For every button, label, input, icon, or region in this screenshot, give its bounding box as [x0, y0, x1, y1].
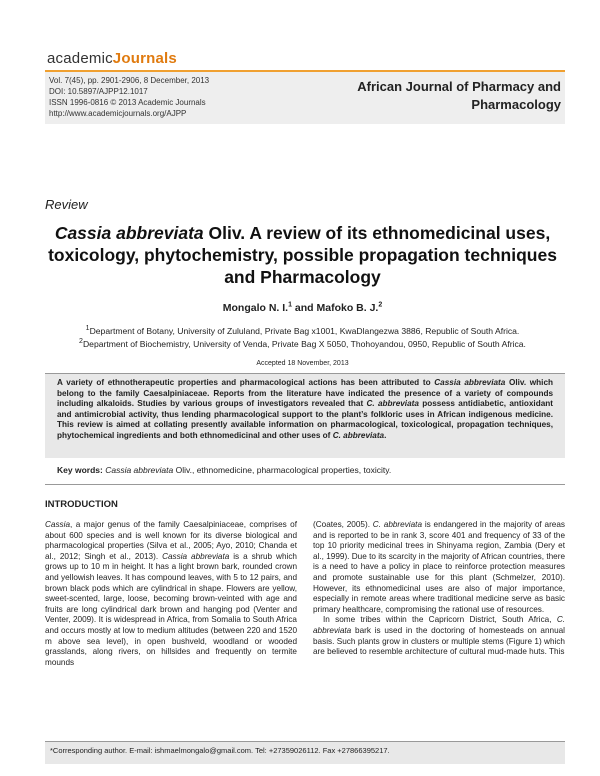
body-column-right: [313, 520, 565, 658]
journal-header: [45, 70, 565, 124]
paragraph: (Coates, 2005). C. abbreviata is endangered in the majority of areas and is reported to be in rank 3, score 401 and frequency of 33 of the top 10 priority medicinal trees in Shinyama region, Zambia (Dery et al., 1999). Due to its scarcity in the majority of African countries, there is a need to have a policy in place to reinforce protection measures and promote sustainable use for this plant (Schmelzer, 2010). However, its ethnomedicinal uses are also of major importance, especially in remote areas where traditional medicine serve as basic primary healthcare, compromising the rational use of resources.: [313, 520, 565, 614]
author-1: Mongalo N. I.: [222, 302, 289, 314]
affiliation-1: $^1$Department of Botany, University of Zululand, Private Bag x1001, KwaDlangezwa 3886, Republic of South Africa.: [85, 325, 520, 336]
doi: DOI: 10.5897/AJPP12.1017: [49, 87, 148, 96]
article-type: Review: [45, 197, 88, 212]
corresponding-author-note: *Corresponding author. E-mail: ishmaelmongalo@gmail.com. Tel: +27359026112. Fax +27866395217.: [50, 746, 390, 755]
paragraph: In some tribes within the Capricorn District, South Africa, C. abbreviata bark is used in the doctoring of homesteads on annual basis. Such plants grow in clusters or multiple stems (Figure 1) which are believed to resemble architecture of cultural mud-made huts. This: [313, 615, 565, 657]
journal-title: African Journal of Pharmacy and Pharmacology: [357, 79, 561, 112]
footnote-box: [45, 741, 565, 764]
keywords: Key words: Cassia abbreviata Oliv., ethnomedicine, pharmacological properties, toxicity.: [57, 465, 392, 475]
authors: Mongalo N. I.$^1$ and Mafoko B. J.$^2$: [222, 301, 383, 314]
affiliation-2: $^2$Department of Biochemistry, University of Venda, Private Bag X 5050, Thohoyandou, 0950, Republic of South Africa.: [79, 338, 526, 349]
body-column-left: [45, 520, 297, 668]
abstract-box: [45, 373, 565, 458]
publisher-logo: academicJournals: [47, 50, 177, 67]
section-divider: [45, 484, 565, 485]
article-title: Cassia abbreviata Oliv. A review of its ethnomedicinal uses, toxicology, phytochemistry, possible propagation techniques and Pharmacology: [48, 223, 557, 287]
volume-info: Vol. 7(45), pp. 2901-2906, 8 December, 2013: [49, 76, 210, 85]
journal-url[interactable]: http://www.academicjournals.org/AJPP: [49, 109, 187, 118]
section-heading-introduction: INTRODUCTION: [45, 499, 118, 510]
author-2: Mafoko B. J.: [316, 302, 379, 314]
abstract-text: A variety of ethnotherapeutic properties and pharmacological actions has been attributed to Cassia abbreviata Oliv. which belong to the family Caesalpiniaceae. Reports from the literature have indicated the presence of a variety of compounds including alkaloids. Studies by various groups of investigators revealed that C. abbreviata possess antidiabetic, antioxidant and antimicrobial activity, thus lending pharmacological support to the plant’s folkloric uses in African indigenous medicine. This review is aimed at collating presently available information on pharmacological, toxicological, propagation techniques, phytochemical ingredients and both ethnomedicinal and other uses of C. abbreviata.: [57, 378, 553, 440]
issue-metadata: [49, 75, 209, 119]
accepted-date: Accepted 18 November, 2013: [256, 360, 349, 367]
issn: ISSN 1996-0816 © 2013 Academic Journals: [49, 98, 206, 107]
paragraph: Cassia, a major genus of the family Caesalpiniaceae, comprises of about 600 species and is well known for its diverse biological and pharmacological properties (Silva et al., 2005; Ayo, 2010; Chanda et al., 2012; Singh et al., 2013). Cassia abbreviata is a shrub which grows up to 10 m in height. It has a light brown bark, rounded crown and yellowish leaves. It has compound leaves, with 5 to 12 pairs, and brown black pods which are cylindrical in shape. Flowers are yellow, sweet-scented, large, loose, becoming brown-veinted with age and fruits are long cylindrical dark brown and hanging pod (Venter and Venter, 2009). It is widespread in Africa, from Somalia to South Africa and occurs mostly at low to medium altitudes (between 220 and 1520 m above sea level), in open bushveld, woodland or wooded grasslands, along rivers, on hillsides and frequently on termite mounds: [45, 520, 297, 667]
